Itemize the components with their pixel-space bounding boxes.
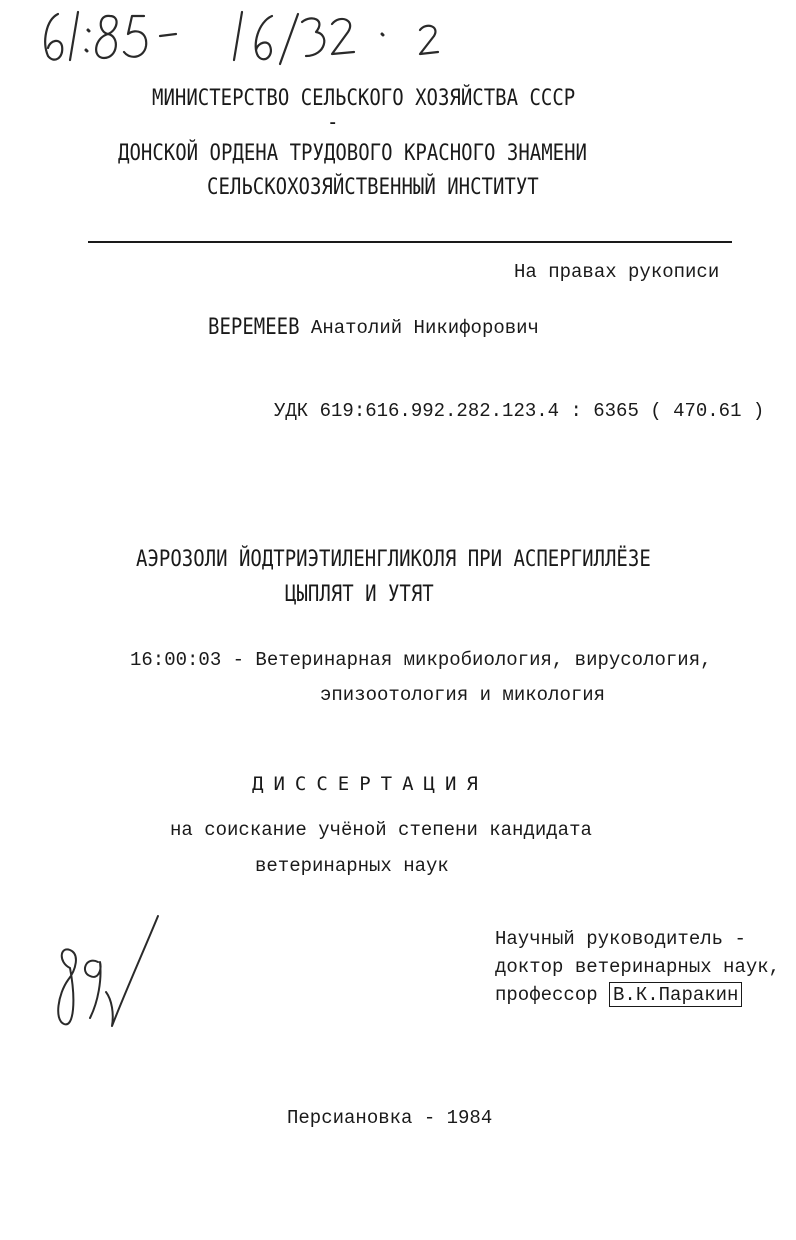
degree-line1: на соискание учёной степени кандидата (170, 819, 592, 841)
handwritten-mark (40, 910, 170, 1040)
specialty-line1: 16:00:03 - Ветеринарная микробиология, вирусология, (130, 649, 712, 671)
author-given-names: Анатолий Никифорович (310, 317, 539, 339)
author-surname: ВЕРЕМЕЕВ (208, 314, 300, 340)
dissertation-title-line1: АЭРОЗОЛИ ЙОДТРИЭТИЛЕНГЛИКОЛЯ ПРИ АСПЕРГИЛЛЁЗЕ (136, 546, 651, 572)
author-name (208, 314, 539, 340)
header-dash: - (327, 109, 339, 135)
work-type: ДИССЕРТАЦИЯ (252, 773, 488, 795)
supervisor-name: В.К.Паракин (609, 982, 742, 1007)
header-divider (88, 241, 732, 243)
ministry-heading: МИНИСТЕРСТВО СЕЛЬСКОГО ХОЗЯЙСТВА СССР (152, 85, 576, 111)
manuscript-note: На правах рукописи (514, 261, 720, 283)
supervisor-line3 (495, 986, 742, 1005)
specialty-line2: эпизоотология и микология (320, 684, 606, 706)
supervisor-line2: доктор ветеринарных наук, (495, 956, 781, 978)
archive-mark-handwriting (36, 2, 456, 72)
supervisor-line1: Научный руководитель - (495, 928, 746, 950)
supervisor-title: профессор (495, 984, 598, 1006)
institute-heading-line1: ДОНСКОЙ ОРДЕНА ТРУДОВОГО КРАСНОГО ЗНАМЕНИ (118, 140, 587, 166)
dissertation-title-line2: ЦЫПЛЯТ И УТЯТ (285, 581, 434, 607)
institute-heading-line2: СЕЛЬСКОХОЗЯЙСТВЕННЫЙ ИНСТИТУТ (207, 174, 539, 200)
degree-line2: ветеринарных наук (255, 855, 449, 877)
place-and-year: Персиановка - 1984 (287, 1107, 493, 1129)
udk-code: УДК 619:616.992.282.123.4 : 6365 ( 470.61 ) (274, 400, 765, 422)
